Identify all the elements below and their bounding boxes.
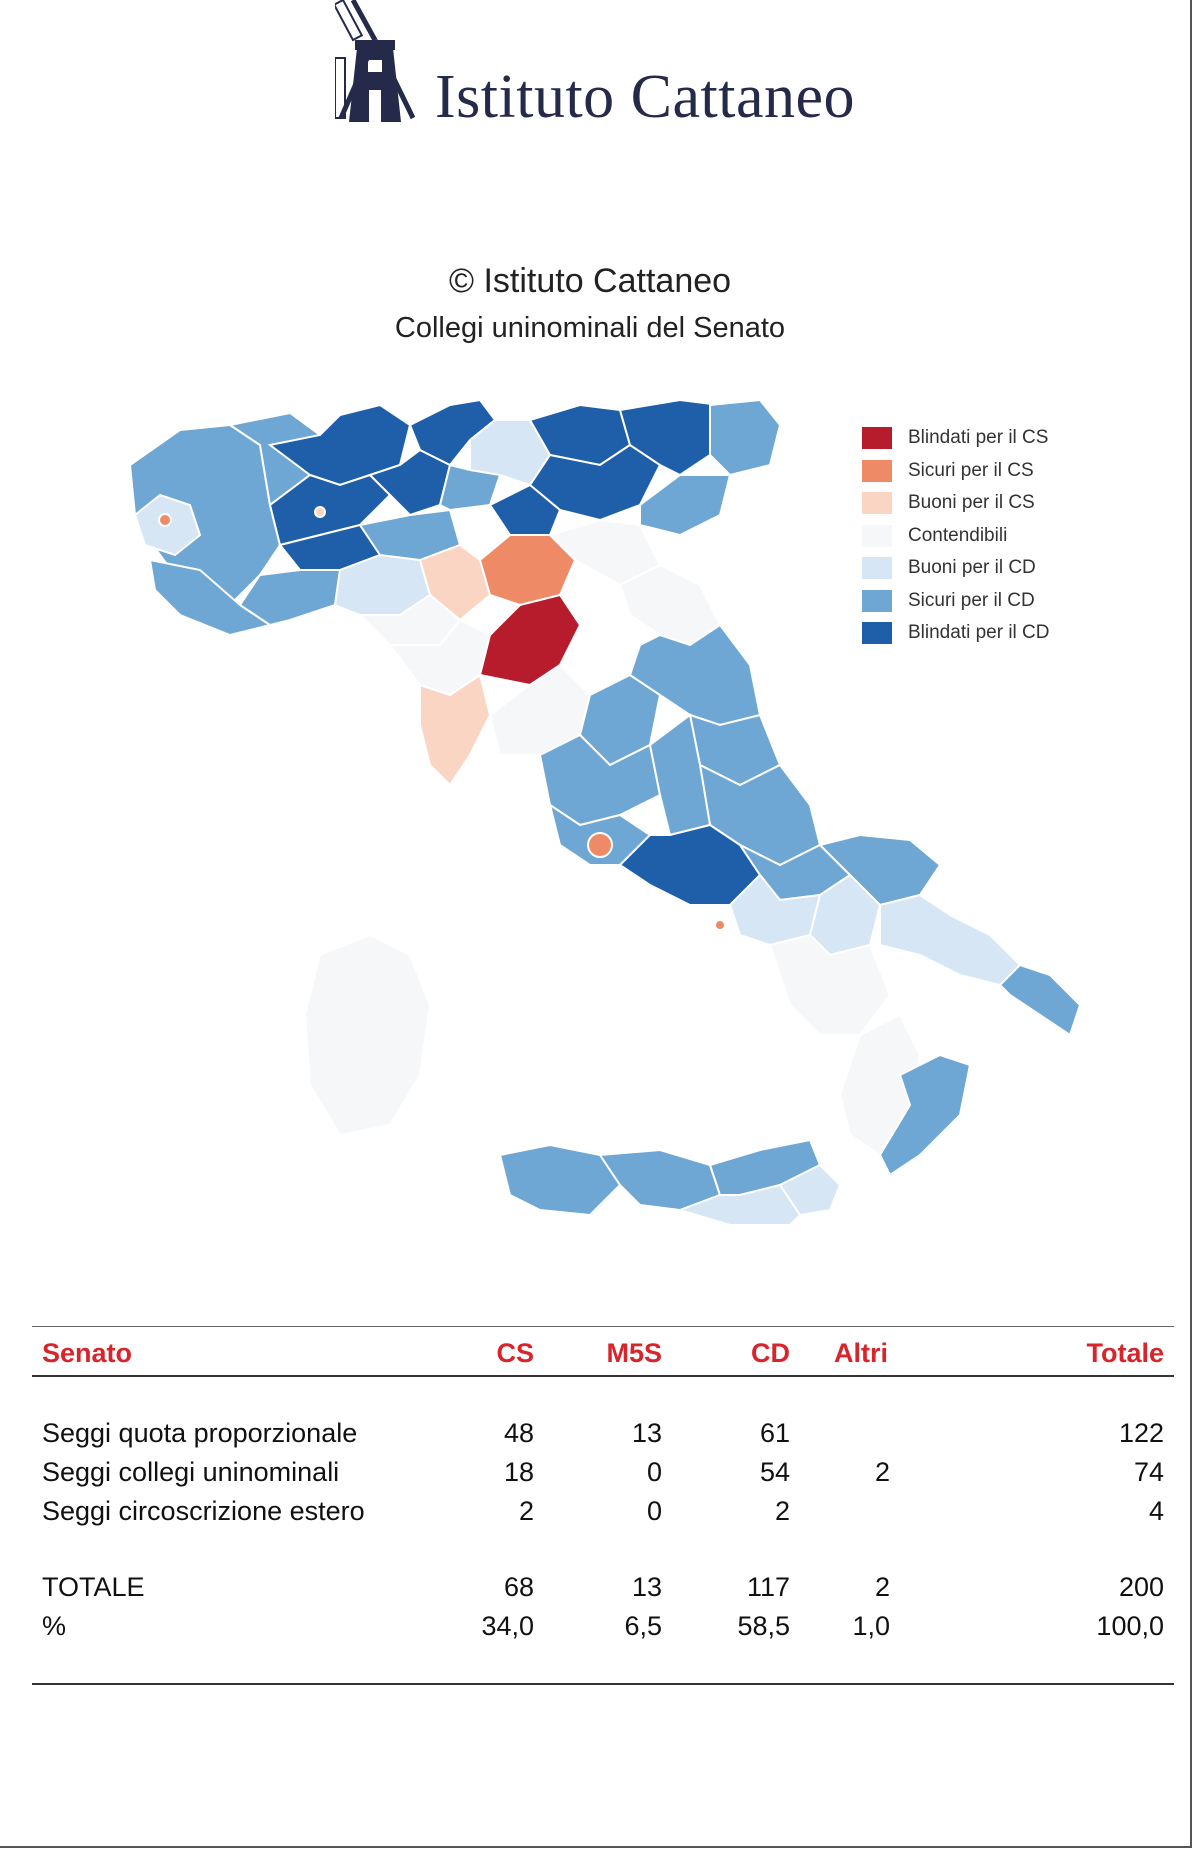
header-cd: CD	[751, 1338, 790, 1368]
legend-item	[862, 455, 1050, 488]
region-aosta-dot	[159, 514, 171, 526]
total-cd: 117	[746, 1572, 790, 1602]
percent-totale: 100,0	[1096, 1611, 1164, 1641]
cell-cs: 18	[503, 1457, 534, 1487]
windmill-tower-icon	[335, 0, 415, 130]
legend-swatch	[862, 492, 892, 514]
cell-totale: 122	[1118, 1418, 1164, 1448]
legend-label: Sicuri per il CD	[908, 589, 1035, 611]
total-altri: 2	[874, 1572, 890, 1602]
cell-cd: 61	[759, 1418, 790, 1448]
cell-cs: 2	[518, 1496, 534, 1526]
total-m5s: 13	[631, 1572, 662, 1602]
total-label: TOTALE	[42, 1572, 145, 1602]
row-label: Seggi quota proporzionale	[42, 1418, 358, 1448]
map-legend	[862, 422, 1050, 650]
percent-label: %	[42, 1611, 67, 1641]
region-salento	[1000, 965, 1080, 1035]
region-friuli-east	[710, 400, 780, 475]
legend-swatch	[862, 427, 892, 449]
legend-item	[862, 585, 1050, 618]
legend-label: Buoni per il CD	[908, 557, 1036, 579]
header-senato: Senato	[42, 1338, 133, 1368]
map-title: © Istituto Cattaneo	[448, 262, 732, 300]
legend-item	[862, 520, 1050, 553]
legend-swatch	[862, 590, 892, 612]
legend-swatch	[862, 622, 892, 644]
cell-cd: 54	[759, 1457, 790, 1487]
legend-swatch	[862, 525, 892, 547]
header-totale: Totale	[1086, 1338, 1164, 1368]
region-puglia	[880, 895, 1020, 985]
total-totale: 200	[1118, 1572, 1164, 1602]
map-subtitle: Collegi uninominali del Senato	[394, 312, 786, 344]
cell-totale: 74	[1133, 1457, 1164, 1487]
total-cs: 68	[503, 1572, 534, 1602]
cell-m5s: 0	[646, 1496, 662, 1526]
region-venezia	[640, 475, 730, 535]
legend-item	[862, 552, 1050, 585]
logo	[335, 0, 915, 135]
region-roma-dot	[588, 833, 612, 857]
legend-label: Blindati per il CD	[908, 622, 1050, 644]
cell-totale: 4	[1148, 1496, 1164, 1526]
percent-cd: 58,5	[737, 1611, 790, 1641]
region-toscana-coast	[420, 675, 490, 785]
cell-m5s: 0	[646, 1457, 662, 1487]
legend-label: Contendibili	[908, 524, 1008, 546]
logo-name: Istituto Cattaneo	[435, 63, 856, 131]
legend-item	[862, 487, 1050, 520]
table-top-rule	[32, 1326, 1174, 1327]
header-altri: Altri	[834, 1338, 888, 1368]
legend-swatch	[862, 460, 892, 482]
region-bergamo-dot	[315, 507, 325, 517]
percent-m5s: 6,5	[624, 1611, 662, 1641]
region-sardegna	[305, 935, 430, 1135]
region-napoli-dot	[715, 920, 725, 930]
legend-item	[862, 617, 1050, 650]
legend-item	[862, 422, 1050, 455]
legend-label: Buoni per il CS	[908, 492, 1035, 514]
legend-swatch	[862, 557, 892, 579]
row-label: Seggi collegi uninominali	[42, 1457, 340, 1487]
legend-label: Sicuri per il CS	[908, 459, 1034, 481]
percent-altri: 1,0	[852, 1611, 890, 1641]
cell-altri: 2	[874, 1457, 890, 1487]
cell-m5s: 13	[631, 1418, 662, 1448]
table-header-rule	[32, 1375, 1174, 1377]
cell-cs: 48	[503, 1418, 534, 1448]
row-label: Seggi circoscrizione estero	[42, 1496, 365, 1526]
legend-label: Blindati per il CS	[908, 427, 1049, 449]
header-cs: CS	[496, 1338, 534, 1368]
table-bottom-rule	[32, 1683, 1174, 1685]
region-marche-north	[620, 565, 720, 645]
header-m5s: M5S	[606, 1338, 662, 1368]
cell-cd: 2	[774, 1496, 790, 1526]
percent-cs: 34,0	[481, 1611, 534, 1641]
